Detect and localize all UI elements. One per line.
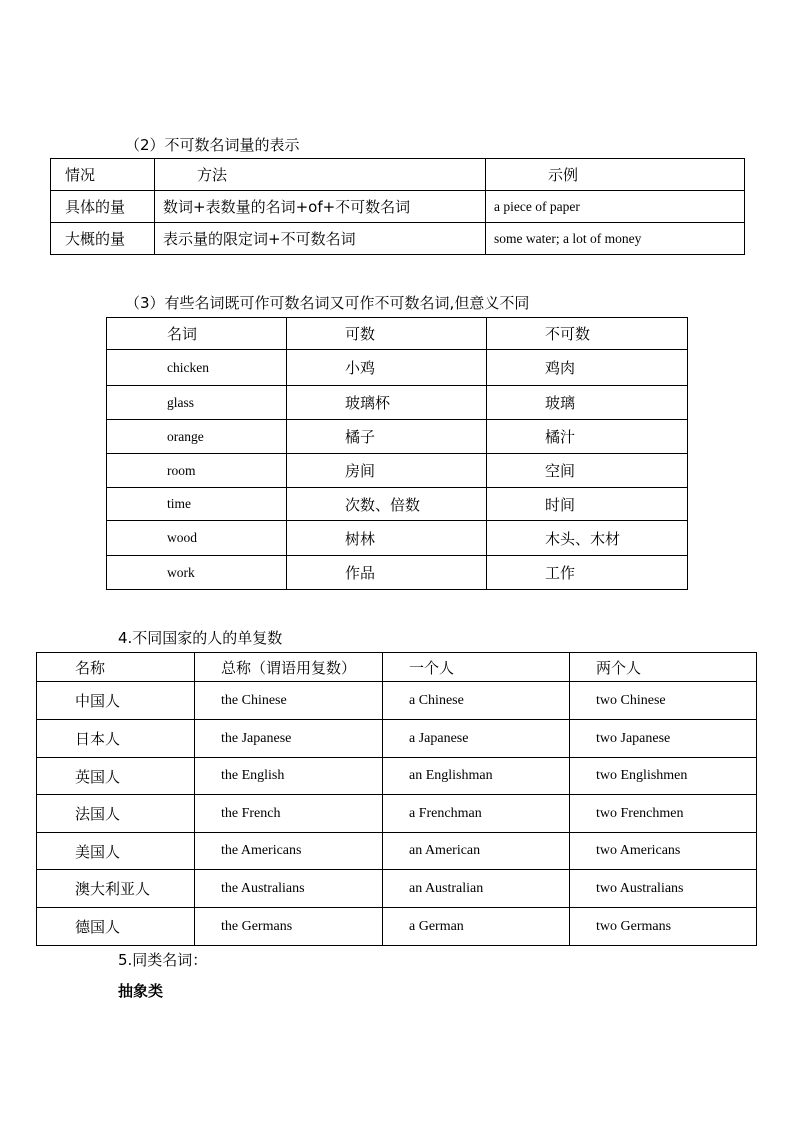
table-row	[37, 908, 757, 946]
table-cell: two Germans	[570, 908, 757, 946]
table-cell: the Japanese	[195, 720, 383, 758]
table-cell: some water; a lot of money	[486, 223, 745, 255]
table-row	[107, 556, 688, 590]
table-row	[37, 795, 757, 833]
table-cell: a Japanese	[383, 720, 570, 758]
table-row	[37, 870, 757, 908]
header-cell: 可数	[287, 318, 487, 350]
table-row	[37, 758, 757, 795]
table-cell: wood	[107, 521, 287, 556]
table-cell: 时间	[487, 488, 688, 521]
table-cell: a Chinese	[383, 682, 570, 720]
table-cell: 橘汁	[487, 420, 688, 454]
table-row	[107, 386, 688, 420]
section5-heading: 5.同类名词：	[118, 951, 208, 969]
table-cell: the Germans	[195, 908, 383, 946]
table-cell: 工作	[487, 556, 688, 590]
header-cell: 名词	[107, 318, 287, 350]
table-cell: room	[107, 454, 287, 488]
header-cell: 一个人	[383, 653, 570, 682]
table-header-row	[51, 159, 745, 191]
table-row	[107, 420, 688, 454]
table-cell: 玻璃	[487, 386, 688, 420]
table-cell: 小鸡	[287, 350, 487, 386]
table-cell: 具体的量	[51, 191, 155, 223]
table-cell: two Chinese	[570, 682, 757, 720]
table-cell: 中国人	[37, 682, 195, 720]
table-cell: 房间	[287, 454, 487, 488]
table-cell: chicken	[107, 350, 287, 386]
header-cell: 总称（谓语用复数）	[195, 653, 383, 682]
table-cell: 空间	[487, 454, 688, 488]
table-row	[107, 521, 688, 556]
table-cell: two Englishmen	[570, 758, 757, 795]
table-cell: 表示量的限定词+不可数名词	[155, 223, 486, 255]
header-cell: 名称	[37, 653, 195, 682]
table-row	[37, 833, 757, 870]
table-cell: 次数、倍数	[287, 488, 487, 521]
table-cell: 橘子	[287, 420, 487, 454]
table-row	[107, 488, 688, 521]
table-cell: the French	[195, 795, 383, 833]
table-cell: a German	[383, 908, 570, 946]
table-cell: a Frenchman	[383, 795, 570, 833]
table-cell: glass	[107, 386, 287, 420]
table-row	[107, 454, 688, 488]
table-cell: 美国人	[37, 833, 195, 870]
table-cell: work	[107, 556, 287, 590]
table-cell: the English	[195, 758, 383, 795]
table-cell: 大概的量	[51, 223, 155, 255]
table-cell: orange	[107, 420, 287, 454]
table-header-row	[37, 653, 757, 682]
table-cell: two Australians	[570, 870, 757, 908]
table-cell: 鸡肉	[487, 350, 688, 386]
header-cell: 两个人	[570, 653, 757, 682]
table-cell: the Americans	[195, 833, 383, 870]
header-cell: 方法	[155, 159, 486, 191]
table-cell: 作品	[287, 556, 487, 590]
dual-meaning-nouns-table	[106, 317, 688, 590]
table-row	[37, 682, 757, 720]
table-cell: 日本人	[37, 720, 195, 758]
table-cell: time	[107, 488, 287, 521]
table-row	[107, 350, 688, 386]
uncountable-quantity-table	[50, 158, 745, 255]
table-cell: an Australian	[383, 870, 570, 908]
table-cell: an American	[383, 833, 570, 870]
table-cell: the Chinese	[195, 682, 383, 720]
table-cell: two Japanese	[570, 720, 757, 758]
section3-heading: （3）有些名词既可作可数名词又可作不可数名词,但意义不同	[125, 294, 530, 312]
table-cell: 木头、木材	[487, 521, 688, 556]
table-row	[51, 223, 745, 255]
nationality-table	[36, 652, 757, 946]
table-cell: 树林	[287, 521, 487, 556]
table-cell: 玻璃杯	[287, 386, 487, 420]
table-cell: 英国人	[37, 758, 195, 795]
table-cell: two Frenchmen	[570, 795, 757, 833]
table-row	[51, 191, 745, 223]
table-row	[37, 720, 757, 758]
table-cell: 数词+表数量的名词+of+不可数名词	[155, 191, 486, 223]
header-cell: 示例	[486, 159, 745, 191]
table-cell: two Americans	[570, 833, 757, 870]
section4-heading: 4.不同国家的人的单复数	[118, 629, 283, 647]
table-cell: an Englishman	[383, 758, 570, 795]
section2-heading: （2）不可数名词量的表示	[125, 136, 300, 154]
section5-subheading: 抽象类	[118, 982, 164, 1000]
header-cell: 情况	[51, 159, 155, 191]
table-cell: a piece of paper	[486, 191, 745, 223]
table-cell: the Australians	[195, 870, 383, 908]
table-cell: 法国人	[37, 795, 195, 833]
table-cell: 澳大利亚人	[37, 870, 195, 908]
table-header-row	[107, 318, 688, 350]
header-cell: 不可数	[487, 318, 688, 350]
table-cell: 德国人	[37, 908, 195, 946]
